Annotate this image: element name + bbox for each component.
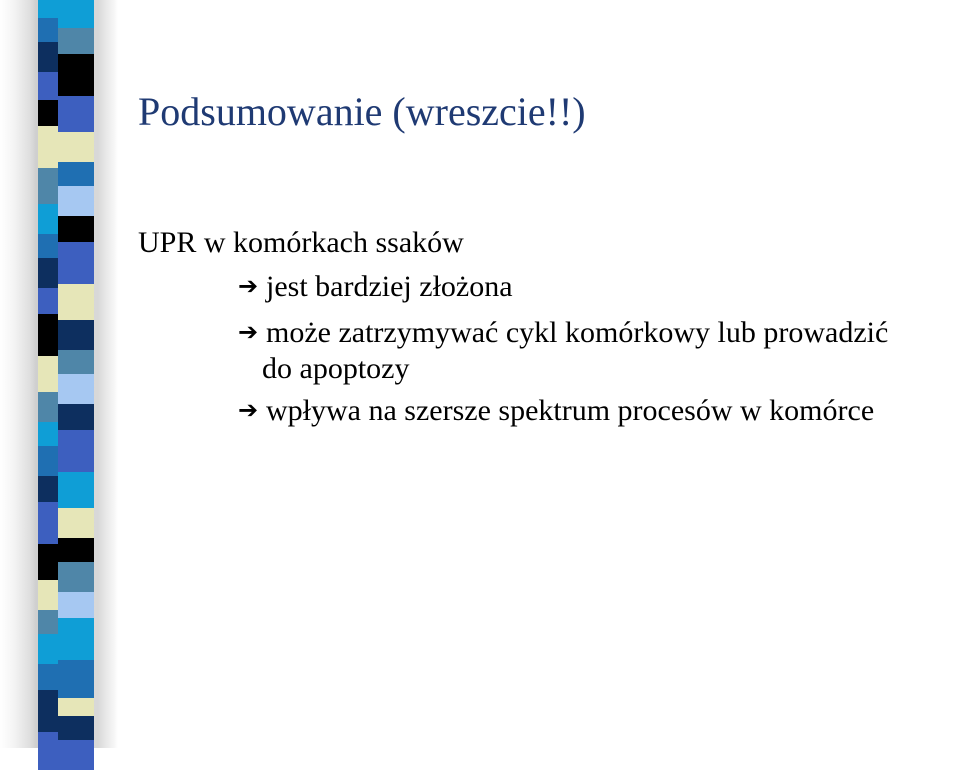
decorative-segment xyxy=(38,258,58,288)
slide-title: Podsumowanie (wreszcie!!) xyxy=(138,89,586,134)
decorative-segment xyxy=(38,204,58,234)
decorative-segment xyxy=(58,96,94,132)
bullet-1-text: jest bardziej złożona xyxy=(266,270,513,303)
decorative-segment xyxy=(38,18,58,42)
decorative-segment xyxy=(58,538,94,562)
decorative-segment xyxy=(58,404,94,430)
decorative-segment xyxy=(38,502,58,544)
decorative-segment xyxy=(38,234,58,258)
decorative-segment xyxy=(38,476,58,502)
bullet-2-continuation: do apoptozy xyxy=(262,352,410,385)
decorative-segment xyxy=(38,610,58,634)
decorative-segment xyxy=(58,28,94,54)
decorative-strip-left xyxy=(38,0,58,748)
decorative-segment xyxy=(58,374,94,404)
decorative-segment xyxy=(38,314,58,356)
arrow-right-icon: ➔ xyxy=(238,318,259,346)
bullet-1 xyxy=(238,269,888,305)
decorative-segment xyxy=(58,618,94,660)
decorative-segment xyxy=(38,446,58,476)
decorative-segment xyxy=(38,422,58,446)
decorative-segment xyxy=(38,634,58,664)
decorative-segment xyxy=(38,126,58,168)
arrow-right-icon: ➔ xyxy=(238,272,259,300)
decorative-segment xyxy=(58,716,94,740)
decorative-segment xyxy=(58,284,94,320)
decorative-segment xyxy=(58,242,94,284)
decorative-segment xyxy=(38,168,58,204)
decorative-segment xyxy=(58,698,94,716)
decorative-segment xyxy=(58,54,94,96)
slide-body xyxy=(138,225,888,429)
heading-line: UPR w komórkach ssaków xyxy=(138,226,464,259)
bullet-2 xyxy=(238,315,888,351)
decorative-segment xyxy=(58,508,94,538)
decorative-segment xyxy=(58,132,94,162)
decorative-segment xyxy=(38,732,58,770)
decorative-segment xyxy=(38,544,58,580)
decorative-segment xyxy=(58,186,94,216)
decorative-segment xyxy=(58,740,94,770)
decorative-segment xyxy=(58,216,94,242)
decorative-segment xyxy=(58,162,94,186)
decorative-segment xyxy=(58,430,94,472)
arrow-right-icon: ➔ xyxy=(238,396,259,424)
decorative-segment xyxy=(38,664,58,690)
bullet-3-text: wpływa na szersze spektrum procesów w komórce xyxy=(266,394,875,427)
bullet-3 xyxy=(238,393,888,429)
decorative-segment xyxy=(58,562,94,592)
decorative-strip-right xyxy=(58,0,94,748)
decorative-segment xyxy=(58,320,94,350)
bullet-2-text: może zatrzymywać cykl komórkowy lub prowadzić xyxy=(266,316,889,349)
decorative-segment xyxy=(38,288,58,314)
decorative-segment xyxy=(38,392,58,422)
decorative-segment xyxy=(58,350,94,374)
decorative-segment xyxy=(38,356,58,392)
decorative-segment xyxy=(38,0,58,18)
decorative-segment xyxy=(38,580,58,610)
decorative-segment xyxy=(58,472,94,508)
decorative-segment xyxy=(38,42,58,72)
decorative-segment xyxy=(58,0,94,28)
decorative-segment xyxy=(38,690,58,732)
decorative-segment xyxy=(58,592,94,618)
decorative-segment xyxy=(38,100,58,126)
decorative-segment xyxy=(58,660,94,698)
decorative-segment xyxy=(38,72,58,100)
